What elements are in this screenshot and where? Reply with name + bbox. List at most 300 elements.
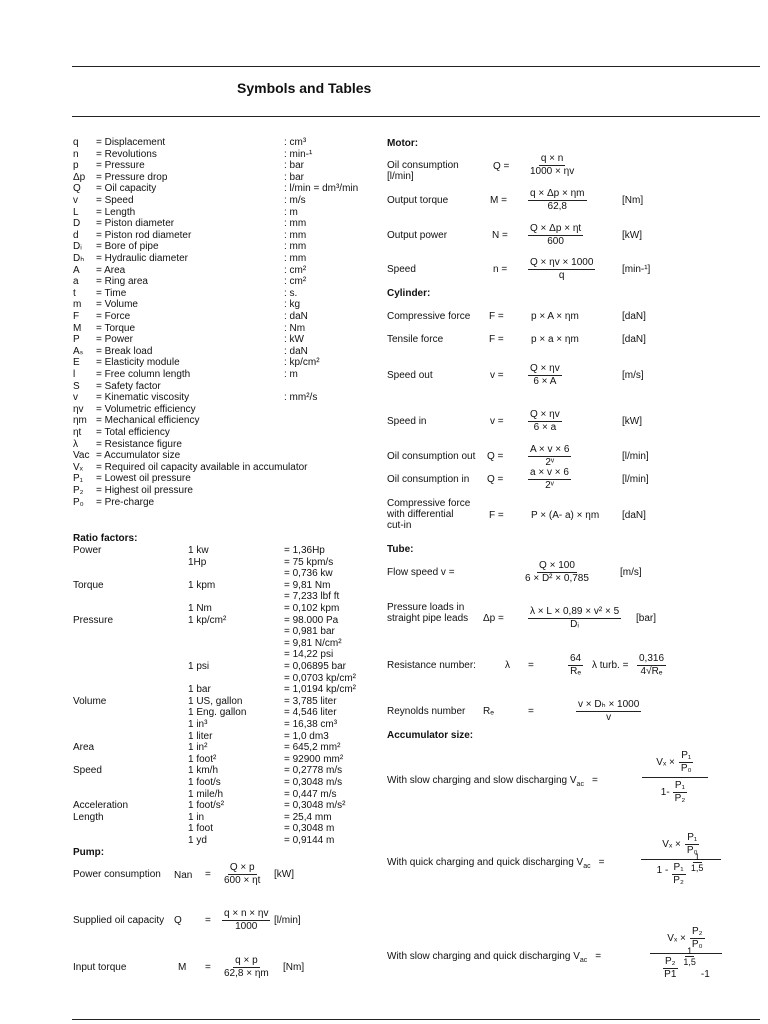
symbol-code: P₁ bbox=[73, 473, 84, 484]
symbol-description: = Piston rod diameter bbox=[96, 230, 192, 241]
cyl-speedout-label: Speed out bbox=[387, 370, 433, 381]
motor-power-label: Output power bbox=[387, 230, 448, 241]
denominator: q bbox=[558, 270, 565, 281]
motor-torque-lhs: M = bbox=[490, 195, 507, 206]
ratio-from: 1 Nm bbox=[188, 603, 212, 614]
pump-power-symbol: Nan bbox=[174, 870, 193, 881]
cyl-tens-label: Tensile force bbox=[387, 334, 444, 345]
pump-power-unit: [kW] bbox=[274, 869, 294, 880]
ratio-to: = 0,2778 m/s bbox=[284, 765, 343, 776]
symbol-unit: : min-¹ bbox=[284, 149, 313, 160]
tube-res-lhs: λ bbox=[505, 660, 510, 671]
numerator: q × p bbox=[235, 955, 258, 966]
symbol-code: P₀ bbox=[73, 497, 84, 508]
acc-mixed-text: With slow charging and quick discharging V bbox=[387, 951, 580, 962]
ratio-category: Speed bbox=[73, 765, 102, 776]
symbol-description: = Area bbox=[96, 265, 126, 276]
motor-heading: Motor: bbox=[387, 138, 419, 149]
cyl-oilout-unit: [l/min] bbox=[622, 451, 649, 462]
symbol-description: = Revolutions bbox=[96, 149, 157, 160]
numerator: Q × p bbox=[229, 862, 255, 873]
pump-supplied-unit: [l/min] bbox=[274, 915, 301, 926]
tube-res-eq: = bbox=[528, 660, 534, 671]
tube-rey-lhs: Rₑ bbox=[483, 706, 494, 717]
ratio-to: = 0,9144 m bbox=[284, 835, 335, 846]
ratio-to: = 0,0703 kp/cm² bbox=[284, 673, 356, 684]
ratio-to: = 0,102 kpm bbox=[284, 603, 340, 614]
acc-slow-vx: Vₓ × bbox=[656, 756, 675, 768]
symbol-description: = Lowest oil pressure bbox=[96, 473, 191, 484]
ratio-category: Power bbox=[73, 545, 102, 556]
motor-oil-fraction bbox=[528, 153, 576, 178]
tube-res-turb-fraction bbox=[637, 653, 666, 678]
motor-oil-label-unit: [l/min] bbox=[387, 171, 414, 182]
symbol-code: D bbox=[73, 218, 81, 229]
symbol-description: = Free column length bbox=[96, 369, 191, 380]
cyl-oilin-label: Oil consumption in bbox=[387, 474, 470, 485]
symbol-unit: : s. bbox=[284, 288, 298, 299]
numerator: Q × ηv × 1000 bbox=[530, 257, 594, 268]
acc-quick-text: With quick charging and quick discharging V bbox=[387, 857, 584, 868]
ratio-from: 1 yd bbox=[188, 835, 207, 846]
ratio-to: = 1,36Hp bbox=[284, 545, 325, 556]
pump-supplied-label: Supplied oil capacity bbox=[73, 915, 165, 926]
denominator: 6 × D² × 0,785 bbox=[525, 573, 589, 584]
cyl-diff-lhs: F = bbox=[489, 510, 504, 521]
numerator: 64 bbox=[570, 653, 582, 664]
acc-mixed-p12 bbox=[662, 956, 678, 981]
acc-quick-label bbox=[387, 857, 604, 868]
symbol-description: = Force bbox=[96, 311, 131, 322]
ratio-to: = 9,81 N/cm² bbox=[284, 638, 342, 649]
ratio-from: 1 Eng. gallon bbox=[188, 707, 247, 718]
symbol-description: = Required oil capacity available in accumulator bbox=[96, 462, 308, 473]
symbol-description: = Ring area bbox=[96, 276, 148, 287]
numerator: P₂ bbox=[692, 926, 703, 937]
denominator: P₂ bbox=[674, 793, 686, 804]
title-rule bbox=[72, 116, 760, 117]
symbol-code: p bbox=[73, 160, 79, 171]
acc-slow-one: 1- bbox=[660, 786, 670, 798]
symbol-description: = Break load bbox=[96, 346, 153, 357]
cyl-speedout-unit: [m/s] bbox=[622, 370, 644, 381]
ratio-to: = 16,38 cm³ bbox=[284, 719, 338, 730]
numerator: a × v × 6 bbox=[530, 467, 569, 478]
ratio-from: 1 in³ bbox=[188, 719, 208, 730]
motor-speed-unit: [min-¹] bbox=[622, 264, 651, 275]
symbol-code: t bbox=[73, 288, 76, 299]
symbol-unit: : cm² bbox=[284, 265, 307, 276]
ratio-category: Area bbox=[73, 742, 95, 753]
page-title: Symbols and Tables bbox=[237, 80, 372, 96]
symbol-description: = Highest oil pressure bbox=[96, 485, 193, 496]
symbol-code: ηv bbox=[73, 404, 84, 415]
ratio-to: = 0,447 m/s bbox=[284, 789, 337, 800]
pump-torque-fraction bbox=[222, 955, 271, 980]
tube-heading: Tube: bbox=[387, 544, 414, 555]
ratio-from: 1 mile/h bbox=[188, 789, 224, 800]
acc-mixed-exponent bbox=[681, 946, 698, 967]
cyl-speedout-fraction bbox=[528, 363, 562, 388]
symbol-description: = Pre-charge bbox=[96, 497, 155, 508]
ratio-to: = 92900 mm² bbox=[284, 754, 344, 765]
cyl-speedout-lhs: v = bbox=[490, 370, 504, 381]
ratio-to: = 7,233 lbf ft bbox=[284, 591, 340, 602]
pump-torque-symbol: M bbox=[178, 962, 187, 973]
acc-quick-vx: Vₓ × bbox=[662, 838, 681, 850]
cyl-oilout-fraction bbox=[528, 444, 571, 469]
numerator: 1 bbox=[694, 852, 700, 862]
ratio-category: Length bbox=[73, 812, 104, 823]
symbol-unit: : bar bbox=[284, 172, 305, 183]
denominator: 1,5 bbox=[683, 957, 696, 967]
motor-speed-fraction bbox=[528, 257, 595, 282]
motor-speed-lhs: n = bbox=[493, 264, 508, 275]
ratio-from: 1 kw bbox=[188, 545, 209, 556]
numerator: P₁ bbox=[673, 862, 684, 873]
denominator: 1000 bbox=[235, 921, 258, 932]
symbol-unit: : mm bbox=[284, 241, 307, 252]
acc-mixed-formula bbox=[650, 926, 722, 981]
ratio-to: = 0,3048 m/s bbox=[284, 777, 343, 788]
acc-quick-eq: = bbox=[598, 857, 605, 868]
motor-power-fraction bbox=[528, 223, 583, 248]
acc-slow-sub: ac bbox=[576, 781, 584, 788]
cyl-tens-expr: p × a × ηm bbox=[531, 334, 579, 345]
ratio-from: 1 psi bbox=[188, 661, 210, 672]
numerator: A × v × 6 bbox=[530, 444, 570, 455]
numerator: Q × ηv bbox=[530, 363, 560, 374]
symbol-unit: : m bbox=[284, 369, 298, 380]
ratio-to: = 4,546 liter bbox=[284, 707, 337, 718]
ratio-from: 1 in² bbox=[188, 742, 208, 753]
denominator: 6 × A bbox=[533, 376, 557, 387]
motor-torque-unit: [Nm] bbox=[622, 195, 644, 206]
pump-torque-eq: = bbox=[205, 962, 211, 973]
acc-quick-exponent bbox=[689, 852, 706, 873]
symbol-unit: : cm² bbox=[284, 276, 307, 287]
acc-slow-bar bbox=[642, 777, 708, 778]
acc-slow-label bbox=[387, 775, 598, 786]
acc-quick-p12 bbox=[671, 862, 686, 887]
symbol-description: = Power bbox=[96, 334, 133, 345]
cyl-speedin-fraction bbox=[528, 409, 562, 434]
tube-loss-lhs: Δp = bbox=[483, 613, 504, 624]
tube-rey-eq: = bbox=[528, 706, 534, 717]
acc-quick-sub: ac bbox=[583, 863, 591, 870]
ratio-category: Pressure bbox=[73, 615, 114, 626]
cyl-oilin-unit: [l/min] bbox=[622, 474, 649, 485]
denominator: 4√Rₑ bbox=[640, 666, 663, 677]
accumulator-heading: Accumulator size: bbox=[387, 730, 474, 741]
pump-torque-label: Input torque bbox=[73, 962, 127, 973]
cylinder-heading: Cylinder: bbox=[387, 288, 431, 299]
symbol-unit: : cm³ bbox=[284, 137, 307, 148]
denominator: P1 bbox=[664, 969, 677, 980]
tube-res-fraction bbox=[568, 653, 583, 678]
symbol-unit: : kW bbox=[284, 334, 304, 345]
symbol-code: m bbox=[73, 299, 82, 310]
ratio-to: = 9,81 Nm bbox=[284, 580, 331, 591]
tube-rey-label: Reynolds number bbox=[387, 706, 466, 717]
acc-mixed-vx: Vₓ × bbox=[667, 932, 686, 944]
acc-quick-one: 1 - bbox=[656, 865, 669, 876]
symbol-unit: : daN bbox=[284, 346, 308, 357]
ratio-category: Acceleration bbox=[73, 800, 129, 811]
symbol-code: d bbox=[73, 230, 79, 241]
denominator: P₀ bbox=[680, 763, 692, 774]
ratio-to: = 75 kpm/s bbox=[284, 557, 334, 568]
cyl-oilin-lhs: Q = bbox=[487, 474, 504, 485]
symbol-description: = Mechanical efficiency bbox=[96, 415, 200, 426]
numerator: P₁ bbox=[681, 750, 692, 761]
tube-loss-fraction bbox=[528, 606, 621, 631]
denominator: P₀ bbox=[686, 845, 698, 856]
bottom-rule bbox=[72, 1019, 760, 1020]
symbol-unit: : m bbox=[284, 207, 298, 218]
symbol-description: = Piston diameter bbox=[96, 218, 175, 229]
cyl-comp-label: Compressive force bbox=[387, 311, 471, 322]
tube-flow-unit: [m/s] bbox=[620, 567, 642, 578]
symbol-description: = Displacement bbox=[96, 137, 166, 148]
cyl-oilout-label: Oil consumption out bbox=[387, 451, 476, 462]
symbol-code: l bbox=[73, 369, 76, 380]
cyl-diff-label-2: with differential bbox=[387, 509, 454, 520]
numerator: Q × 100 bbox=[539, 560, 575, 571]
cyl-diff-unit: [daN] bbox=[622, 510, 646, 521]
tube-res-turb: λ turb. = bbox=[592, 660, 629, 671]
tube-rey-fraction bbox=[576, 699, 641, 724]
numerator: P₁ bbox=[674, 780, 685, 791]
ratio-to: = 0,3048 m/s² bbox=[284, 800, 346, 811]
cyl-diff-label-3: cut-in bbox=[387, 520, 412, 531]
symbol-description: = Length bbox=[96, 207, 136, 218]
numerator: P₂ bbox=[665, 956, 676, 967]
denominator: v bbox=[606, 712, 612, 723]
denominator: 62,8 bbox=[547, 201, 567, 212]
symbol-unit: : bar bbox=[284, 160, 305, 171]
tube-loss-label-2: straight pipe leads bbox=[387, 613, 469, 624]
ratio-from: 1 foot² bbox=[188, 754, 217, 765]
symbol-code: v bbox=[73, 392, 78, 403]
tube-loss-label-1: Pressure loads in bbox=[387, 602, 465, 613]
cyl-tens-unit: [daN] bbox=[622, 334, 646, 345]
motor-torque-fraction bbox=[528, 188, 587, 213]
ratio-to: = 0,06895 bar bbox=[284, 661, 346, 672]
symbol-code: ηt bbox=[73, 427, 82, 438]
symbol-code: Δp bbox=[73, 172, 86, 183]
symbol-code: Dₕ bbox=[73, 253, 85, 264]
symbol-unit: : kg bbox=[284, 299, 301, 310]
numerator: λ × L × 0,89 × v² × 5 bbox=[530, 606, 620, 617]
symbol-code: n bbox=[73, 149, 79, 160]
ratio-from: 1 km/h bbox=[188, 765, 219, 776]
cyl-oilout-lhs: Q = bbox=[487, 451, 504, 462]
symbol-code: A bbox=[73, 265, 80, 276]
symbol-description: = Speed bbox=[96, 195, 134, 206]
symbol-code: v bbox=[73, 195, 78, 206]
symbol-code: ηm bbox=[73, 415, 87, 426]
tube-flow-fraction bbox=[523, 560, 591, 585]
ratio-to: = 98.000 Pa bbox=[284, 615, 339, 626]
denominator: 62,8 × ηm bbox=[224, 968, 269, 979]
tube-loss-unit: [bar] bbox=[636, 613, 657, 624]
denominator: Rₑ bbox=[570, 666, 582, 677]
denominator: 6 × a bbox=[533, 422, 557, 433]
ratio-to: = 1,0 dm3 bbox=[284, 731, 329, 742]
numerator: q × n bbox=[540, 153, 564, 164]
acc-slow-formula bbox=[642, 750, 708, 805]
tube-res-label: Resistance number: bbox=[387, 660, 476, 671]
cyl-oilin-fraction bbox=[528, 467, 571, 492]
ratio-category: Torque bbox=[73, 580, 104, 591]
pump-supplied-fraction bbox=[222, 908, 270, 933]
numerator: Q × Δp × ηt bbox=[530, 223, 582, 234]
ratio-to: = 0,736 kw bbox=[284, 568, 333, 579]
symbol-code: P bbox=[73, 334, 80, 345]
ratio-from: 1 US, gallon bbox=[188, 696, 243, 707]
acc-slow-text: With slow charging and slow discharging V bbox=[387, 775, 577, 786]
cyl-speedin-unit: [kW] bbox=[622, 416, 642, 427]
symbol-unit: : m/s bbox=[284, 195, 306, 206]
ratio-to: = 0,3048 m bbox=[284, 823, 335, 834]
symbol-unit: : Nm bbox=[284, 323, 306, 334]
denominator: 2ᵛ bbox=[545, 480, 554, 491]
symbol-description: = Volume bbox=[96, 299, 138, 310]
ratio-heading: Ratio factors: bbox=[73, 533, 138, 544]
numerator: 1 bbox=[687, 946, 693, 956]
denominator: 1000 × ηv bbox=[530, 166, 575, 177]
symbol-code: q bbox=[73, 137, 79, 148]
ratio-to: = 0,981 bar bbox=[284, 626, 335, 637]
pump-torque-unit: [Nm] bbox=[283, 962, 305, 973]
denominator: P₂ bbox=[673, 875, 684, 886]
symbol-description: = Pressure bbox=[96, 160, 145, 171]
symbol-unit: : mm bbox=[284, 253, 307, 264]
numerator: q × Δp × ηm bbox=[530, 188, 585, 199]
symbol-unit: : mm²/s bbox=[284, 392, 318, 403]
symbol-code: S bbox=[73, 381, 80, 392]
denominator: 1,5 bbox=[690, 863, 704, 873]
denominator: Dᵢ bbox=[570, 619, 579, 630]
ratio-category: Volume bbox=[73, 696, 107, 707]
symbol-code: P₂ bbox=[73, 485, 84, 496]
cyl-speedin-lhs: v = bbox=[490, 416, 504, 427]
acc-mixed-sub: ac bbox=[579, 957, 588, 964]
ratio-from: 1 liter bbox=[188, 731, 213, 742]
ratio-to: = 3,785 liter bbox=[284, 696, 337, 707]
cyl-tens-lhs: F = bbox=[489, 334, 504, 345]
motor-power-lhs: N = bbox=[492, 230, 508, 241]
ratio-from: 1 kpm bbox=[188, 580, 216, 591]
symbol-unit: : daN bbox=[284, 311, 308, 322]
motor-speed-label: Speed bbox=[387, 264, 416, 275]
acc-slow-p12 bbox=[673, 780, 688, 805]
symbol-unit: : mm bbox=[284, 218, 307, 229]
pump-power-eq: = bbox=[205, 869, 211, 880]
symbol-description: = Kinematic viscosity bbox=[96, 392, 190, 403]
symbol-description: = Total efficiency bbox=[96, 427, 170, 438]
symbol-code: E bbox=[73, 357, 80, 368]
symbol-description: = Oil capacity bbox=[96, 183, 157, 194]
numerator: Q × ηv bbox=[530, 409, 560, 420]
symbol-description: = Accumulator size bbox=[96, 450, 181, 461]
symbol-description: = Safety factor bbox=[96, 381, 161, 392]
acc-slow-eq: = bbox=[591, 775, 598, 786]
symbol-code: Vac bbox=[73, 450, 90, 461]
symbol-code: λ bbox=[73, 439, 78, 450]
ratio-from: 1Hp bbox=[188, 557, 207, 568]
ratio-from: 1 kp/cm² bbox=[188, 615, 227, 626]
symbol-description: = Torque bbox=[96, 323, 136, 334]
pump-heading: Pump: bbox=[73, 847, 105, 858]
denominator: P₀ bbox=[691, 939, 703, 950]
cyl-comp-expr: p × A × ηm bbox=[531, 311, 579, 322]
acc-mixed-minus: -1 bbox=[700, 969, 710, 980]
ratio-to: = 14,22 psi bbox=[284, 649, 334, 660]
cyl-diff-label-1: Compressive force bbox=[387, 498, 471, 509]
symbol-description: = Resistance figure bbox=[96, 439, 182, 450]
ratio-from: 1 in bbox=[188, 812, 205, 823]
motor-oil-lhs: Q = bbox=[493, 161, 510, 172]
numerator: v × Dₕ × 1000 bbox=[578, 699, 640, 710]
acc-quick-formula bbox=[641, 832, 721, 887]
denominator: 2ᵛ bbox=[545, 457, 555, 468]
ratio-to: = 25,4 mm bbox=[284, 812, 332, 823]
denominator: 600 × ηt bbox=[224, 875, 261, 886]
cyl-comp-unit: [daN] bbox=[622, 311, 646, 322]
numerator: P₁ bbox=[687, 832, 698, 843]
pump-power-label: Power consumption bbox=[73, 869, 161, 880]
acc-quick-bar bbox=[641, 859, 721, 860]
pump-power-fraction bbox=[222, 862, 262, 887]
motor-torque-label: Output torque bbox=[387, 195, 449, 206]
cyl-speedin-label: Speed in bbox=[387, 416, 427, 427]
ratio-from: 1 foot/s² bbox=[188, 800, 225, 811]
ratio-from: 1 foot bbox=[188, 823, 214, 834]
cyl-comp-lhs: F = bbox=[489, 311, 504, 322]
symbol-description: = Time bbox=[96, 288, 127, 299]
cyl-diff-expr: P × (A- a) × ηm bbox=[531, 510, 600, 521]
symbol-code: a bbox=[73, 276, 79, 287]
symbol-code: Q bbox=[73, 183, 81, 194]
acc-mixed-eq: = bbox=[595, 951, 602, 962]
numerator: 0,316 bbox=[639, 653, 665, 664]
ratio-from: 1 bar bbox=[188, 684, 211, 695]
symbol-code: Dᵢ bbox=[73, 241, 82, 252]
motor-oil-label: Oil consumption bbox=[387, 160, 459, 171]
symbol-code: Vₓ bbox=[73, 462, 83, 473]
symbol-unit: : kp/cm² bbox=[284, 357, 320, 368]
symbol-code: M bbox=[73, 323, 82, 334]
symbol-code: Aₛ bbox=[73, 346, 84, 357]
denominator: 600 bbox=[547, 236, 564, 247]
ratio-from: 1 foot/s bbox=[188, 777, 221, 788]
symbol-code: L bbox=[73, 207, 79, 218]
symbol-description: = Volumetric efficiency bbox=[96, 404, 196, 415]
symbol-description: = Elasticity module bbox=[96, 357, 180, 368]
symbol-description: = Hydraulic diameter bbox=[96, 253, 188, 264]
pump-supplied-symbol: Q bbox=[174, 915, 182, 926]
top-rule bbox=[72, 66, 760, 67]
symbol-unit: : l/min = dm³/min bbox=[284, 183, 359, 194]
symbol-description: = Bore of pipe bbox=[96, 241, 159, 252]
symbol-unit: : mm bbox=[284, 230, 307, 241]
motor-power-unit: [kW] bbox=[622, 230, 642, 241]
ratio-to: = 1,0194 kp/cm² bbox=[284, 684, 356, 695]
acc-slow-p-ratio bbox=[679, 750, 694, 775]
tube-flow-label: Flow speed v = bbox=[387, 567, 455, 578]
